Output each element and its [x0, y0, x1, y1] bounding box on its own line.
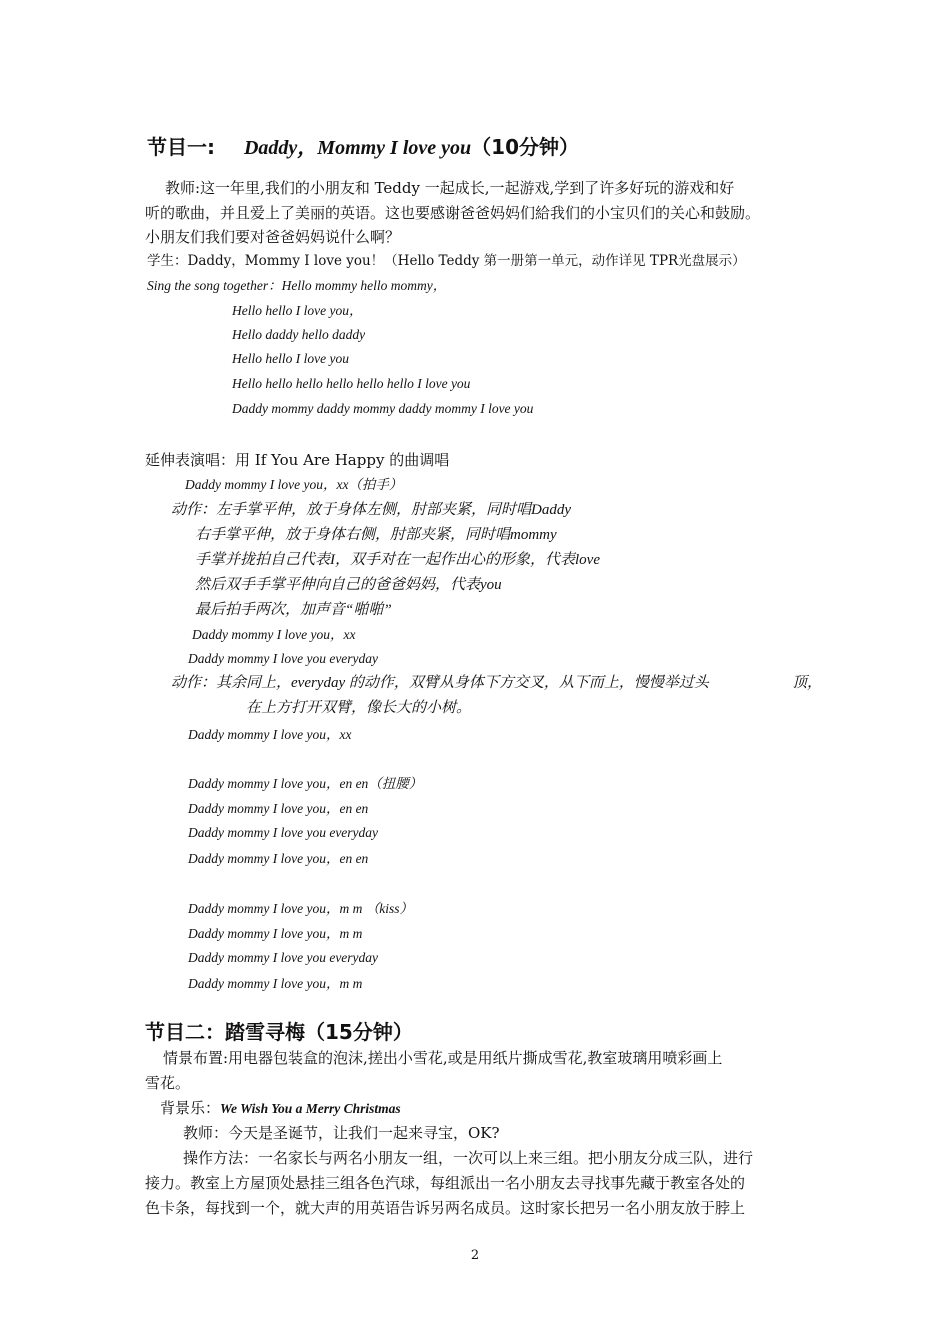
song-line: Hello hello hello hello hello hello I love you [232, 376, 471, 391]
action2-line: 在上方打开双臂，像长大的小树。 [246, 700, 472, 716]
verse-line: Daddy mommy I love you，en en [188, 801, 369, 816]
verse-line: Daddy mommy I love you，m m [188, 926, 363, 941]
ext-line: Daddy mommy I love you，xx [192, 627, 356, 642]
bg-music-label: 背景乐： [160, 1099, 221, 1117]
song-line: Hello hello I love you， [232, 303, 363, 318]
scene-line: 雪花。 [145, 1074, 191, 1092]
section1-label: 节目一: [147, 135, 215, 159]
method-line: 操作方法：一名家长与两名小朋友一组，一次可以上来三组。把小朋友分成三队，进行 [183, 1149, 754, 1167]
bg-music-line [160, 1098, 401, 1119]
ext-line: Daddy mommy I love you everyday [188, 651, 379, 666]
bg-music-title: We Wish You a Merry Christmas [220, 1101, 401, 1116]
action-line: 最后拍手两次，加声音“啪啪” [195, 602, 392, 618]
method-line: 接力。教室上方屋顶处悬挂三组各色汽球，每组派出一名小朋友去寻找事先藏于教室各处的 [145, 1174, 746, 1192]
student-line: 学生：Daddy，Mommy I love you！（Hello Teddy 第一册第一单元，动作详见 TPR光盘展示） [147, 253, 746, 269]
section1-heading [147, 134, 579, 161]
page-number: 2 [470, 1248, 480, 1263]
teacher-line: 教师：今天是圣诞节，让我们一起来寻宝，OK? [183, 1124, 500, 1142]
verse-line: Daddy mommy I love you，en en（扭腰） [188, 776, 423, 791]
method-line: 色卡条，每找到一个，就大声的用英语告诉另两名成员。这时家长把另一名小朋友放于脖上 [145, 1199, 746, 1217]
verse-line: Daddy mommy I love you everyday [188, 825, 379, 840]
teacher-line-2: 听的歌曲，并且爱上了美丽的英语。这也要感谢爸爸妈妈们給我们的小宝贝们的关心和鼓励。 [145, 204, 761, 222]
teacher-line-1: 教师:这一年里,我们的小朋友和 Teddy 一起成长,一起游戏,学到了许多好玩的游戏和好 [165, 179, 735, 197]
verse-line: Daddy mommy I love you，m m （kiss） [188, 901, 413, 916]
action2-line: 动作：其余同上，everyday 的动作，双臂从身体下方交叉，从下而上，慢慢举过头 [171, 675, 709, 691]
song-line: Hello hello I love you [232, 351, 349, 366]
song-line: Hello daddy hello daddy [232, 327, 366, 342]
section1-time: （10分钟） [471, 135, 579, 159]
extension-title: 延伸表演唱：用 If You Are Happy 的曲调唱 [145, 451, 450, 469]
ext-line: Daddy mommy I love you，xx（拍手） [185, 477, 403, 492]
action-line: 动作：左手掌平伸，放于身体左侧，肘部夹紧，同时唱Daddy [171, 502, 571, 518]
sing-intro: Sing the song together：Hello mommy hello mommy， [147, 278, 447, 293]
verse-line: Daddy mommy I love you，en en [188, 851, 369, 866]
action-line: 然后双手手掌平伸向自己的爸爸妈妈，代表you [195, 577, 502, 593]
verse-line: Daddy mommy I love you，m m [188, 976, 363, 991]
action-line: 右手掌平伸，放于身体右侧，肘部夹紧，同时唱mommy [195, 527, 557, 543]
verse-line: Daddy mommy I love you everyday [188, 950, 379, 965]
scene-line: 情景布置:用电器包装盒的泡沫,搓出小雪花,或是用纸片撕成雪花,教室玻璃用喷彩画上 [163, 1049, 723, 1067]
section1-title: Daddy，Mommy I love you [243, 137, 472, 159]
ext-line: Daddy mommy I love you，xx [188, 727, 352, 742]
teacher-line-3: 小朋友们我们要对爸爸妈妈说什么啊？ [145, 228, 401, 246]
song-line: Daddy mommy daddy mommy daddy mommy I love you [232, 401, 534, 416]
action2-line-end: 顶， [792, 675, 823, 691]
section2-heading: 节目二：踏雪寻梅（15分钟） [145, 1020, 413, 1044]
action-line: 手掌并拢拍自己代表I，双手对在一起作出心的形象，代表love [195, 552, 600, 568]
